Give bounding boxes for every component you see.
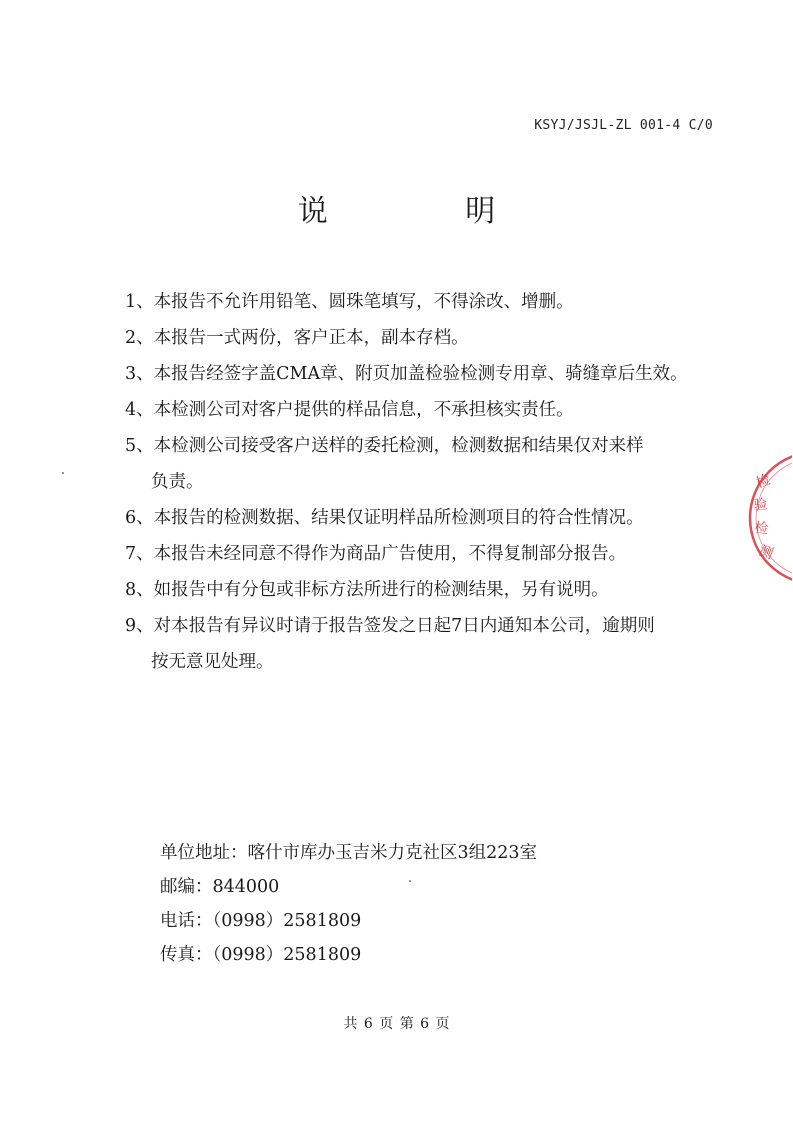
fax-line: 传真：（0998）2581809	[160, 945, 362, 965]
notice-item: 1、本报告不允许用铅笔、圆珠笔填写，不得涂改、增删。	[125, 292, 574, 312]
phone-line: 电话：（0998）2581809	[160, 911, 362, 931]
address-line: 单位地址：喀什市库办玉吉米力克社区3组223室	[160, 843, 538, 863]
notice-list	[125, 284, 725, 680]
notice-item: 9、对本报告有异议时请于报告签发之日起7日内通知本公司，逾期则	[125, 616, 655, 636]
svg-text:检: 检	[753, 520, 770, 538]
svg-text:验: 验	[752, 496, 769, 514]
page-title: 说 明	[297, 194, 560, 229]
notice-item: 7、本报告未经同意不得作为商品广告使用，不得复制部分报告。	[125, 544, 627, 564]
page-footer: 共 6 页 第 6 页	[343, 1016, 450, 1032]
svg-text:测: 测	[756, 542, 776, 563]
seal-stamp	[738, 448, 792, 588]
notice-item: 8、如报告中有分包或非标方法所进行的检测结果，另有说明。	[125, 580, 609, 600]
notice-item-continuation: 按无意见处理。	[151, 652, 274, 672]
contact-block	[160, 836, 537, 972]
svg-text:检: 检	[753, 471, 773, 492]
notice-item: 6、本报告的检测数据、结果仅证明样品所检测项目的符合性情况。	[125, 508, 644, 528]
postcode-line: 邮编：844000	[160, 877, 280, 897]
scan-speck	[62, 472, 64, 474]
scan-speck	[409, 880, 411, 882]
document-code: KSYJ/JSJL-ZL 001-4 C/0	[534, 118, 713, 133]
notice-item: 5、本检测公司接受客户送样的委托检测，检测数据和结果仅对来样	[125, 436, 644, 456]
notice-item: 3、本报告经签字盖CMA章、附页加盖检验检测专用章、骑缝章后生效。	[125, 364, 688, 384]
notice-item: 4、本检测公司对客户提供的样品信息，不承担核实责任。	[125, 400, 574, 420]
notice-item: 2、本报告一式两份，客户正本，副本存档。	[125, 328, 469, 348]
notice-item-continuation: 负责。	[151, 472, 204, 492]
